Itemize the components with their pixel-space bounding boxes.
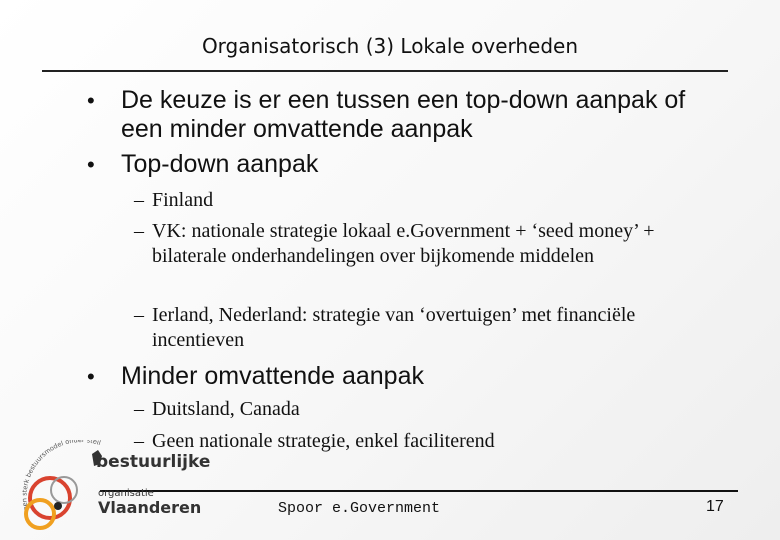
sub-item-text: Duitsland, Canada: [152, 398, 300, 420]
dash-icon: –: [134, 430, 144, 452]
sub-item-text: Finland: [152, 189, 214, 211]
slide-title: Organisatorisch (3) Lokale overheden: [201, 34, 579, 58]
bullet-text: De keuze is er een tussen een top-down aanpak of een minder omvattende aanpak: [121, 86, 686, 143]
logo-line1: bestuurlijke: [96, 452, 211, 472]
organization-logo: [18, 440, 211, 536]
bullet-dot-icon: •: [87, 88, 95, 113]
sub-item-text: VK: nationale strategie lokaal e.Government + ‘seed money’ + bilaterale onderhandelingen over bijkomende middelen: [152, 220, 655, 267]
logo-arc-text: een sterk bestuursmodel onder steil: [20, 440, 102, 512]
bullet-dot-icon: •: [87, 364, 95, 389]
bullet-text: Top-down aanpak: [121, 150, 319, 178]
logo-line3: Vlaanderen: [98, 498, 202, 517]
bullet-dot-icon: •: [87, 152, 95, 177]
title-divider: [42, 70, 728, 72]
bullet-text: Minder omvattende aanpak: [121, 362, 424, 390]
sub-item-text: Geen nationale strategie, enkel faciliterend: [152, 430, 495, 452]
logo-line2: organisatie: [98, 488, 154, 499]
dash-icon: –: [134, 220, 144, 242]
sub-item-text: Ierland, Nederland: strategie van ‘overtuigen’ met financiële incentieven: [152, 304, 636, 351]
footer-text: Spoor e.Government: [278, 500, 441, 517]
dash-icon: –: [134, 189, 144, 211]
page-number: 17: [706, 498, 724, 515]
dash-icon: –: [134, 398, 144, 420]
dash-icon: –: [134, 304, 144, 326]
